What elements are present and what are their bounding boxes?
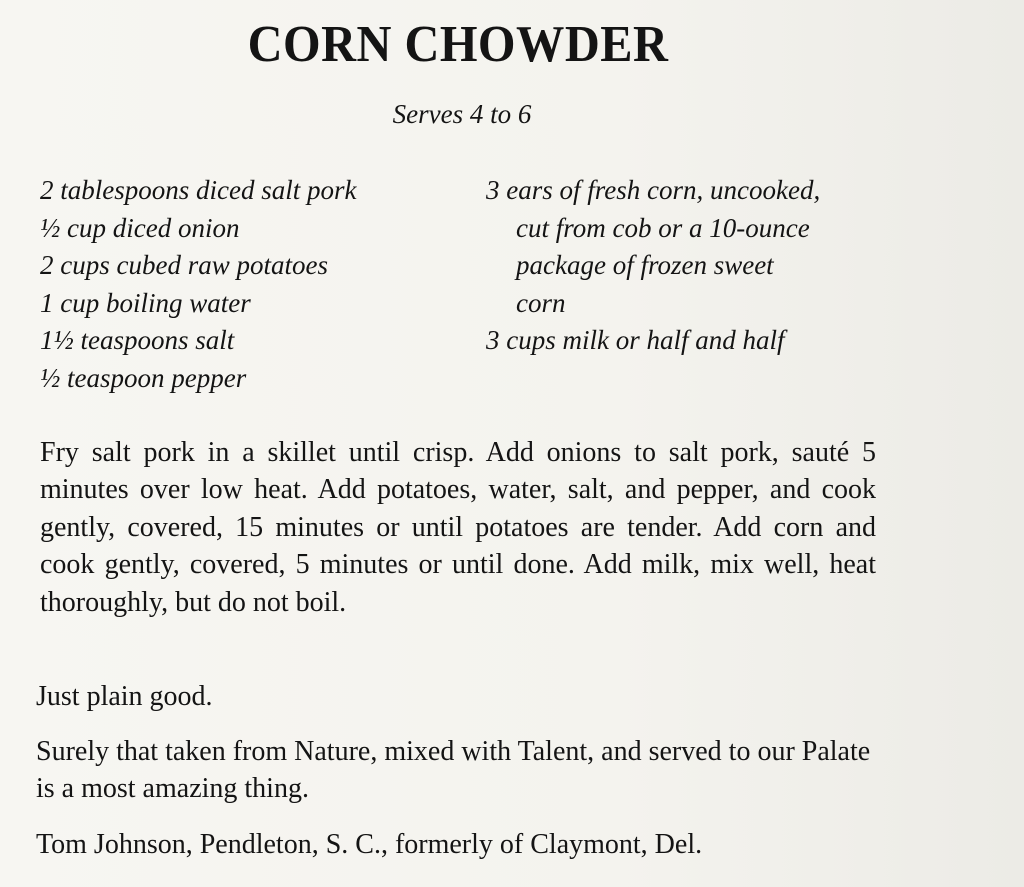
serves-line: Serves 4 to 6: [392, 99, 532, 129]
ingredient-item: [486, 322, 820, 360]
ingredient-item: 1 cup boiling water: [40, 287, 251, 318]
ingredient-first-line: 3 cups milk or half and half: [486, 325, 785, 356]
ingredients-right-column: [486, 172, 820, 360]
recipe-title: CORN CHOWDER: [247, 16, 669, 73]
ingredient-continuation: cut from cob or a 10-ounce: [516, 212, 810, 243]
ingredient-continuation: package of frozen sweet: [516, 250, 774, 281]
comment-paragraph: Just plain good.: [36, 681, 213, 712]
ingredients-left-column: [40, 172, 356, 398]
ingredient-item: 2 tablespoons diced salt pork: [40, 175, 357, 205]
ingredient-item: [486, 172, 820, 322]
method-paragraph: Fry salt pork in a skillet until crisp. Add onions to salt pork, sauté 5 minutes over low heat. Add potatoes, water, salt, and pepper, and cook gently, covered, 15 minutes or until potatoes are tender. Add corn and cook gently, covered, 5 minutes or until done. Add milk, mix well, heat thoroughly, but do not boil.: [40, 437, 876, 618]
ingredient-first-line: 3 ears of fresh corn, uncooked,: [486, 175, 821, 205]
ingredient-item: 1½ teaspoons salt: [40, 325, 235, 356]
quote-paragraph: Surely that taken from Nature, mixed with Talent, and served to our Palate is a most amazing thing.: [36, 736, 871, 805]
ingredient-item: ½ cup diced onion: [40, 212, 240, 243]
ingredient-item: ½ teaspoon pepper: [40, 362, 247, 393]
credit-line: Tom Johnson, Pendleton, S. C., formerly of Claymont, Del.: [36, 829, 703, 860]
ingredient-item: 2 cups cubed raw potatoes: [40, 250, 328, 281]
ingredient-continuation: corn: [516, 287, 566, 318]
